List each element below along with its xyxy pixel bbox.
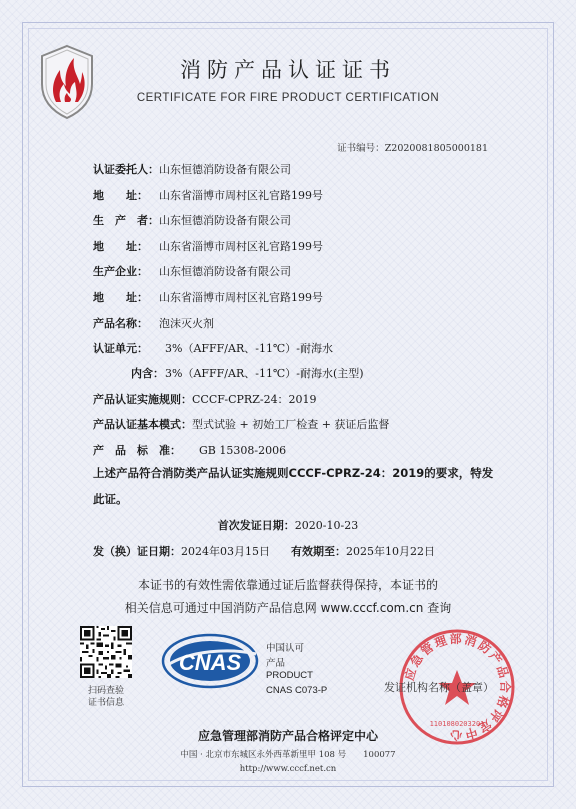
field-label: 地 址：: [93, 189, 148, 202]
field-row: [93, 391, 317, 407]
validity-notice-line: 本证书的有效性需依靠通过证后监督获得保持，本证书的: [137, 578, 438, 592]
field-label: 地 址：: [93, 240, 148, 253]
first-issue-label: 首次发证日期：: [217, 519, 295, 532]
cnas-text-line: CNAS C073-P: [266, 685, 328, 696]
issuing-organization: 应急管理部消防产品合格评定中心: [197, 729, 378, 743]
field-row: [93, 263, 291, 279]
valid-until-value: 2025年10月22日: [346, 545, 435, 558]
title-chinese: 消防产品认证证书: [180, 58, 396, 82]
certificate-number-label: 证书编号：: [337, 143, 385, 154]
field-row: [93, 161, 291, 177]
issue-date-label: 发（换）证日期：: [93, 545, 181, 558]
field-value: GB 15308-2006: [199, 444, 287, 457]
conformity-statement: [93, 460, 513, 512]
field-value: 山东省淄博市周村区礼官路199号: [159, 189, 323, 202]
qr-code-icon[interactable]: [80, 626, 132, 678]
cnas-text-line: 产品: [266, 658, 286, 669]
cnas-text-line: PRODUCT: [266, 670, 313, 681]
field-value: 3%（AFFF/AR、-11℃）-耐海水(主型): [165, 367, 364, 380]
field-value: 山东省淄博市周村区礼官路199号: [159, 291, 323, 304]
field-row: [93, 289, 323, 305]
statement-line: 上述产品符合消防类产品认证实施规则CCCF-CPRZ-24：2019的要求，特发: [93, 466, 494, 480]
field-value: 山东恒德消防设备有限公司: [159, 265, 291, 278]
title-english: CERTIFICATE FOR FIRE PRODUCT CERTIFICATION: [136, 92, 440, 104]
validity-notice-line: 相关信息可通过中国消防产品信息网 www.cccf.com.cn 查询: [124, 601, 452, 615]
cnas-logo-text: CNAS: [178, 650, 242, 675]
valid-until-label: 有效期至：: [291, 545, 346, 558]
field-label: 生产企业：: [93, 265, 148, 278]
field-label: 内含：: [131, 367, 164, 380]
field-row: [93, 238, 323, 254]
field-label: 认证单元：: [93, 342, 148, 355]
field-row: [93, 315, 214, 331]
organization-url[interactable]: http://www.cccf.net.cn: [239, 764, 337, 774]
seal-code: 1101080203201: [429, 720, 485, 728]
field-value: 山东省淄博市周村区礼官路199号: [159, 240, 323, 253]
qr-caption-line: 扫码查验: [87, 686, 124, 696]
field-label: 产 品 标 准：: [93, 444, 181, 457]
field-value: 山东恒德消防设备有限公司: [159, 163, 291, 176]
first-issue-value: 2020-10-23: [294, 519, 359, 532]
statement-line: 此证。: [93, 492, 128, 506]
qr-caption-line: 证书信息: [87, 698, 124, 708]
field-row: [93, 442, 286, 458]
field-row: [93, 340, 333, 356]
field-label: 产品名称：: [93, 317, 148, 330]
field-row: [93, 212, 291, 228]
seal-ring-text: 应急管理部消防产品合格评定中心: [402, 631, 513, 743]
first-issue-date: [0, 517, 576, 533]
field-row: [131, 365, 364, 381]
certificate-number: [337, 140, 488, 154]
field-label: 产品认证基本模式：: [93, 418, 192, 431]
field-label: 生 产 者：: [93, 214, 159, 227]
field-label: 地 址：: [93, 291, 148, 304]
certificate-number-value: Z2020081805000181: [384, 143, 488, 154]
field-value: 型式试验 + 初始工厂检查 + 获证后监督: [192, 418, 390, 431]
field-value: 泡沫灭火剂: [159, 317, 214, 330]
issue-validity-row: [93, 543, 435, 559]
field-value: CCCF-CPRZ-24：2019: [192, 393, 317, 406]
issuer-seal-label: 发证机构名称（盖章）: [384, 681, 494, 694]
field-row: [93, 187, 323, 203]
organization-address: 中国 · 北京市东城区永外西革新里甲 108 号 100077: [180, 750, 396, 760]
cnas-logo-icon: [160, 630, 260, 692]
field-value: 山东恒德消防设备有限公司: [159, 214, 291, 227]
field-label: 认证委托人：: [93, 163, 159, 176]
field-label: 产品认证实施规则：: [93, 393, 192, 406]
field-value: 3%（AFFF/AR、-11℃）-耐海水: [165, 342, 333, 355]
field-row: [93, 416, 389, 432]
cnas-text-line: 中国认可: [266, 643, 305, 654]
issue-date-value: 2024年03月15日: [181, 545, 270, 558]
